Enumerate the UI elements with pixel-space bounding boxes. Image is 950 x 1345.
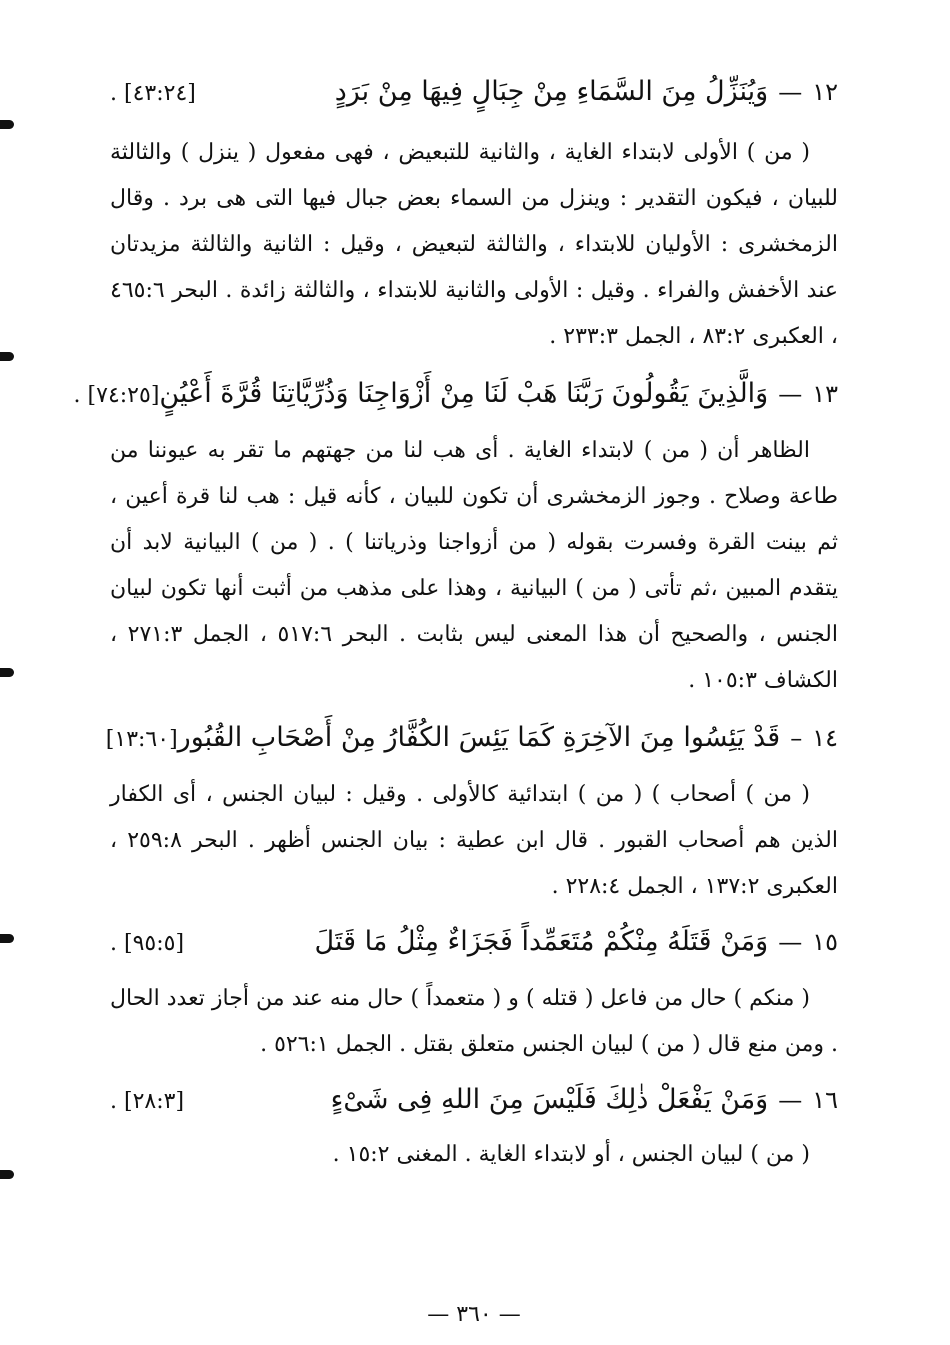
verse-text: وَمَنْ يَفْعَلْ ذٰلِكَ فَلَيْسَ مِنَ اللهِ فِى شَىْءٍ <box>330 1084 769 1115</box>
verse-reference: [١٣:٦٠] <box>105 727 178 752</box>
binding-mark <box>0 352 14 361</box>
commentary: ( منكم ) حال من فاعل ( قتله ) و ( متعمداً ) حال منه عند من أجاز تعدد الحال . ومن منع قال ( من ) لبيان الجنس متعلق بقتل . الجمل ٥٢٦:١ . <box>110 986 838 1057</box>
verse-text: وَمَنْ قَتَلَهُ مِنْكُمْ مُتَعَمِّداً فَجَزَاءٌ مِثْلُ مَا قَتَلَ <box>314 926 769 957</box>
verse-line <box>110 70 838 116</box>
verse-dash: — <box>778 1086 803 1114</box>
commentary: ( من ) لبيان الجنس ، أو لابتداء الغاية . المغنى ١٥:٢ . <box>332 1142 810 1167</box>
verse-reference: [٢٨:٣] . <box>110 1089 185 1114</box>
verse-text: قَدْ يَئِسُوا مِنَ الآخِرَةِ كَمَا يَئِسَ الكُفَّارُ مِنْ أَصْحَابِ القُبُور <box>177 722 781 753</box>
verse-text: وَالَّذِينَ يَقُولُونَ رَبَّنَا هَبْ لَنَا مِنْ أَزْوَاجِنَا وَذُرِّيَّاتِنَا قُرَّةَ أَعْيُنٍ <box>159 378 769 409</box>
binding-mark <box>0 668 14 677</box>
entry-14 <box>105 716 838 910</box>
book-page <box>73 70 838 1327</box>
verse-dash: — <box>778 928 803 956</box>
verse-head <box>315 920 838 964</box>
verse-line <box>73 372 838 418</box>
entry-16 <box>110 1078 838 1178</box>
verse-head <box>159 372 838 416</box>
verse-line <box>110 1078 838 1124</box>
verse-number: ١٦ <box>812 1086 838 1114</box>
entry-15 <box>110 920 838 1068</box>
entry-12 <box>110 70 838 360</box>
verse-number: ١٥ <box>812 928 838 956</box>
page-number: — ٣٦٠ — <box>427 1302 521 1327</box>
verse-line <box>110 920 838 966</box>
verse-number: ١٤ <box>812 724 838 752</box>
commentary: ( من ) الأولى لابتداء الغاية ، والثانية للتبعيض ، فهى مفعول ( ينزل ) والثالثة للبيان ، فيكون التقدير : وينزل من السماء بعض جبال فيها التى هى برد . وقال الزمخشرى : الأوليان للابتداء ، والثالثة لتبعيض ، وقيل : الثانية والثالثة مزيدتان عند الأخفش والفراء . وقيل : الأولى والثانية للابتداء ، والثالثة زائدة . البحر ٤٦٥:٦ ، العكبرى ٨٣:٢ ، الجمل ٢٣٣:٣ . <box>110 140 838 349</box>
entry-13 <box>73 372 838 704</box>
binding-mark <box>0 1170 14 1179</box>
verse-dash: — <box>778 380 803 408</box>
verse-head <box>331 1078 838 1122</box>
verse-reference: [٩٥:٥] . <box>110 931 185 956</box>
verse-head <box>178 716 838 760</box>
verse-number: ١٢ <box>812 78 838 106</box>
verse-head <box>335 70 838 114</box>
verse-dash: — <box>778 78 803 106</box>
verse-dash: – <box>790 724 803 752</box>
commentary: ( من ) أصحاب ) ( من ) ابتدائية كالأولى . وقيل : لبيان الجنس ، أى الكفار الذين هم أصحاب القبور . قال ابن عطية : بيان الجنس أظهر . البحر ٢٥٩:٨ ، العكبرى ١٣٧:٢ ، الجمل ٢٢٨:٤ . <box>110 782 838 899</box>
verse-line <box>105 716 838 762</box>
binding-mark <box>0 934 14 943</box>
verse-number: ١٣ <box>812 380 838 408</box>
commentary: الظاهر أن ( من ) لابتداء الغاية . أى هب لنا من جهتهم ما تقر به عيوننا من طاعة وصلاح . وجوز الزمخشرى أن تكون للبيان ، كأنه قيل : هب لنا قرة أعين ، ثم بينت القرة وفسرت بقوله ( من أزواجنا وذرياتنا ) . ( من ) البيانية لابد أن يتقدم المبين ،ثم تأتى ( من ) البيانية ، وهذا على مذهب من أثبت أنها تكون لبيان الجنس ، والصحيح أن هذا المعنى ليس بثابت . البحر ٥١٧:٦ ، الجمل ٢٧١:٣ ، الكشاف ١٠٥:٣ . <box>110 438 838 693</box>
verse-reference: [٤٣:٢٤] . <box>110 81 196 106</box>
verse-reference: [٧٤:٢٥] . <box>73 383 160 408</box>
verse-text: وَيُنَزِّلُ مِنَ السَّمَاءِ مِنْ جِبَالٍ فِيهَا مِنْ بَرَدٍ <box>334 76 769 107</box>
binding-mark <box>0 120 14 129</box>
